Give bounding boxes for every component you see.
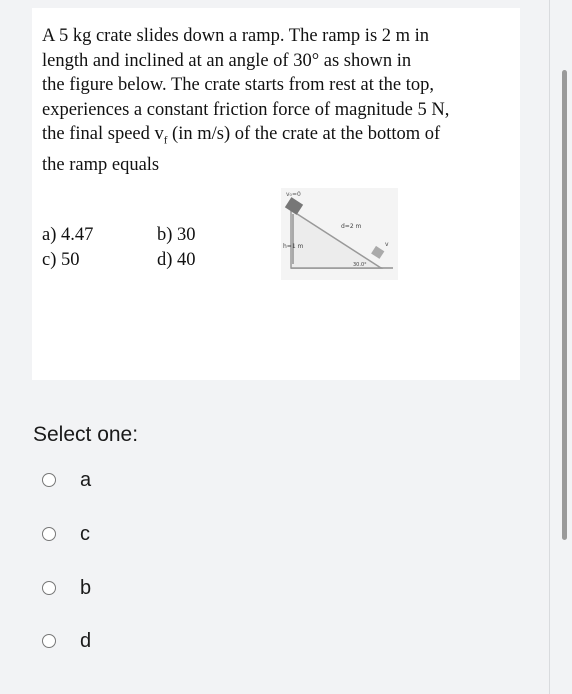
choice-a-label: a [80, 468, 92, 491]
question-line-1: A 5 kg crate slides down a ramp. The ramp is 2 m in [42, 26, 430, 46]
question-line-6: the ramp equals [42, 155, 160, 176]
scrollbar[interactable] [562, 70, 567, 540]
question-text [42, 24, 507, 178]
choice-b-label: b [80, 576, 92, 599]
subscript-f: f [163, 134, 168, 147]
velocity-label: v [385, 241, 389, 248]
option-b-text: b) 30 [157, 225, 196, 245]
option-a-text: a) 4.47 [42, 225, 94, 245]
question-box [32, 8, 520, 380]
question-line-4: experiences a constant friction force of magnitude 5 N, [42, 99, 450, 120]
height-label: h=1 m [283, 243, 304, 250]
v0-label: v₀=0 [286, 191, 301, 198]
radio-d[interactable] [42, 634, 56, 648]
question-line-5a: the final speed v [42, 124, 164, 144]
radio-b[interactable] [42, 581, 56, 595]
question-line-3: the figure below. The crate starts from rest at the top, [42, 75, 434, 95]
question-line-2: length and inclined at an angle of 30° as shown in [42, 50, 412, 71]
choice-d[interactable] [42, 627, 91, 655]
angle-label: 30.0° [353, 262, 367, 268]
choice-a[interactable] [42, 466, 91, 494]
select-one-label: Select one: [33, 423, 139, 446]
option-c-text: c) 50 [42, 250, 80, 270]
option-d-text: d) 40 [157, 250, 196, 270]
ramp-figure [281, 188, 398, 280]
distance-label: d=2 m [341, 223, 362, 230]
choice-d-label: d [80, 629, 92, 652]
choice-c-label: c [80, 522, 90, 545]
question-line-5b: (in m/s) of the crate at the bottom of [167, 124, 441, 144]
choice-c[interactable] [42, 520, 90, 548]
choice-b[interactable] [42, 574, 91, 602]
radio-c[interactable] [42, 527, 56, 541]
radio-a[interactable] [42, 473, 56, 487]
